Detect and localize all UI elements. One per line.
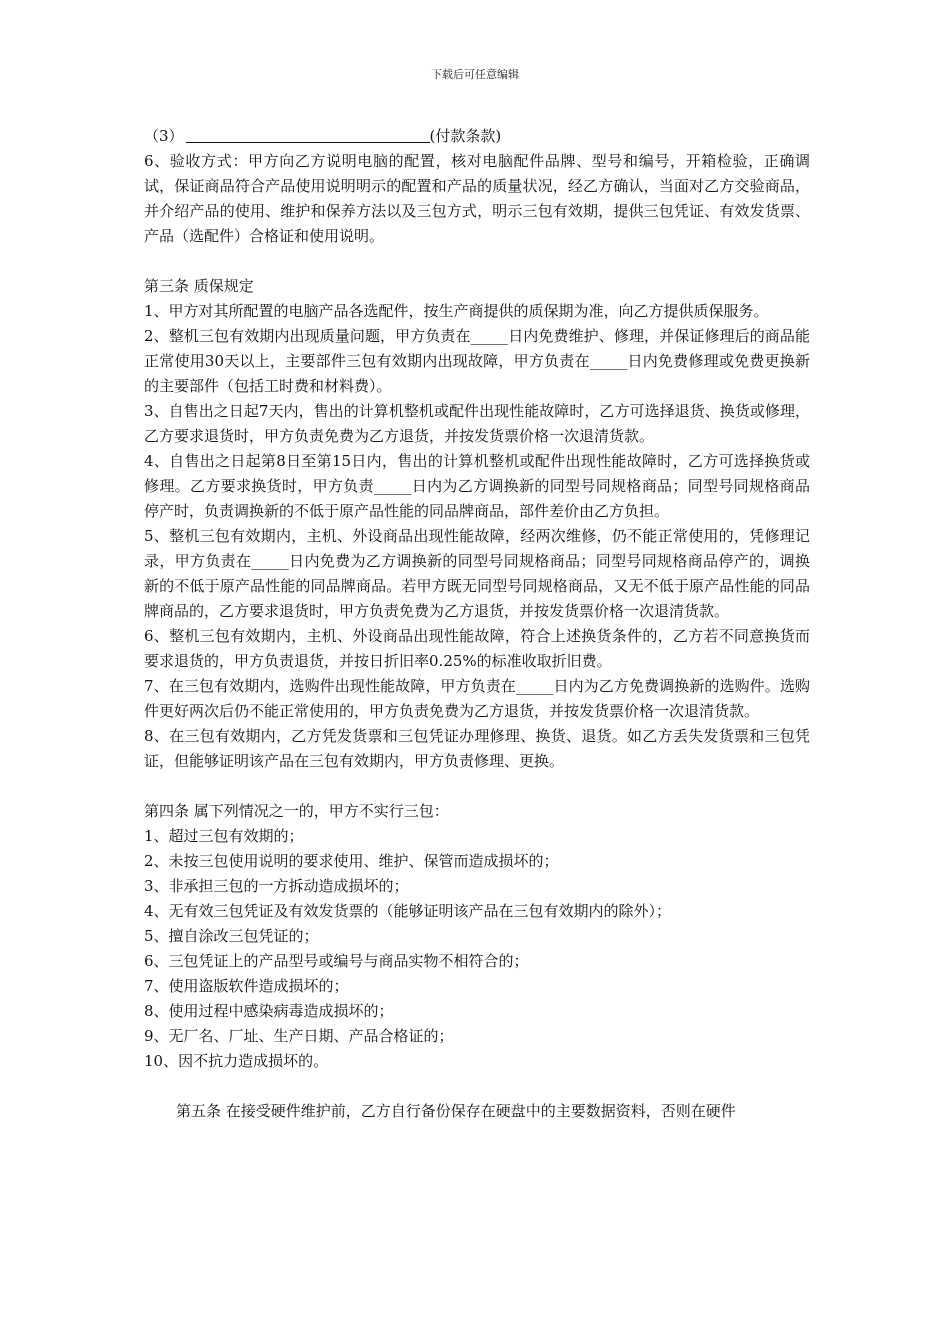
spacer xyxy=(144,774,810,799)
payment-clause-line xyxy=(144,124,810,149)
clause3-item-7: 7、在三包有效期内，选购件出现性能故障，甲方负责在_____日内为乙方免费调换新的选购件。选购件更好两次后仍不能正常使用的，甲方负责免费为乙方退货，并按发货票价格一次退清货款。 xyxy=(144,677,810,720)
page-header: 下载后可任意编辑 xyxy=(431,68,519,81)
document-body xyxy=(144,124,810,1124)
acceptance-paragraph: 6、验收方式：甲方向乙方说明电脑的配置，核对电脑配件品牌、型号和编号，开箱检验，正确调试，保证商品符合产品使用说明明示的配置和产品的质量状况，经乙方确认，当面对乙方交验商品，并介绍产品的使用、维护和保养方法以及三包方式，明示三包有效期，提供三包凭证、有效发货票、产品（选配件）合格证和使用说明。 xyxy=(144,152,810,245)
clause3-title: 第三条 质保规定 xyxy=(144,277,254,295)
clause3-item-1: 1、甲方对其所配置的电脑产品各选配件，按生产商提供的质保期为准，向乙方提供质保服务。 xyxy=(144,302,769,320)
spacer xyxy=(144,249,810,274)
clause4-item-4: 4、无有效三包凭证及有效发货票的（能够证明该产品在三包有效期内的除外）； xyxy=(144,902,672,920)
clause4-item-9: 9、无厂名、厂址、生产日期、产品合格证的； xyxy=(144,1027,454,1045)
payment-blank xyxy=(186,127,430,143)
spacer xyxy=(144,1074,810,1099)
clause3-item-5: 5、整机三包有效期内，主机、外设商品出现性能故障，经两次维修，仍不能正常使用的，凭修理记录，甲方负责在_____日内免费为乙方调换新的同型号同规格商品；同型号同规格商品停产的，调换新的不低于原产品性能的同品牌商品。若甲方既无同型号同规格商品，又无不低于原产品性能的同品牌商品的，乙方要求退货时，甲方负责免费为乙方退货，并按发货票价格一次退清货款。 xyxy=(144,527,810,620)
clause4-item-10: 10、因不抗力造成损坏的。 xyxy=(144,1052,329,1070)
clause4-item-3: 3、非承担三包的一方拆动造成损坏的； xyxy=(144,877,409,895)
clause4-item-2: 2、未按三包使用说明的要求使用、维护、保管而造成损坏的； xyxy=(144,852,559,870)
clause3-item-4: 4、自售出之日起第8日至第15日内，售出的计算机整机或配件出现性能故障时，乙方可选择换货或修理。乙方要求换货时，甲方负责_____日内为乙方调换新的同型号同规格商品；同型号同规格商品停产时，负责调换新的不低于原产品性能的同品牌商品，部件差价由乙方负担。 xyxy=(144,452,810,520)
clause3-item-2: 2、整机三包有效期内出现质量问题，甲方负责在_____日内免费维护、修理，并保证修理后的商品能正常使用30天以上，主要部件三包有效期内出现故障，甲方负责在_____日内免费修理或免费更换新的主要部件（包括工时费和材料费）。 xyxy=(144,327,810,395)
clause4-item-8: 8、使用过程中感染病毒造成损坏的； xyxy=(144,1002,394,1020)
clause4-title: 第四条 属下列情况之一的，甲方不实行三包： xyxy=(144,802,449,820)
clause4-item-1: 1、超过三包有效期的； xyxy=(144,827,304,845)
clause4-item-6: 6、三包凭证上的产品型号或编号与商品实物不相符合的； xyxy=(144,952,529,970)
clause4-item-7: 7、使用盗版软件造成损坏的； xyxy=(144,977,349,995)
clause3-item-3: 3、自售出之日起7天内，售出的计算机整机或配件出现性能故障时，乙方可选择退货、换货或修理，乙方要求退货时，甲方负责免费为乙方退货，并按发货票价格一次退清货款。 xyxy=(144,402,810,445)
clause4-item-5: 5、擅自涂改三包凭证的； xyxy=(144,927,319,945)
clause5-paragraph: 第五条 在接受硬件维护前，乙方自行备份保存在硬盘中的主要数据资料，否则在硬件 xyxy=(176,1102,736,1120)
payment-clause-number: （3） xyxy=(144,127,184,145)
clause3-item-8: 8、在三包有效期内，乙方凭发货票和三包凭证办理修理、换货、退货。如乙方丢失发货票和三包凭证，但能够证明该产品在三包有效期内，甲方负责修理、更换。 xyxy=(144,727,810,770)
clause3-item-6: 6、整机三包有效期内，主机、外设商品出现性能故障，符合上述换货条件的，乙方若不同意换货而要求退货的，甲方负责退货，并按日折旧率0.25%的标准收取折旧费。 xyxy=(144,627,810,670)
payment-clause-label: (付款条款) xyxy=(429,127,502,145)
